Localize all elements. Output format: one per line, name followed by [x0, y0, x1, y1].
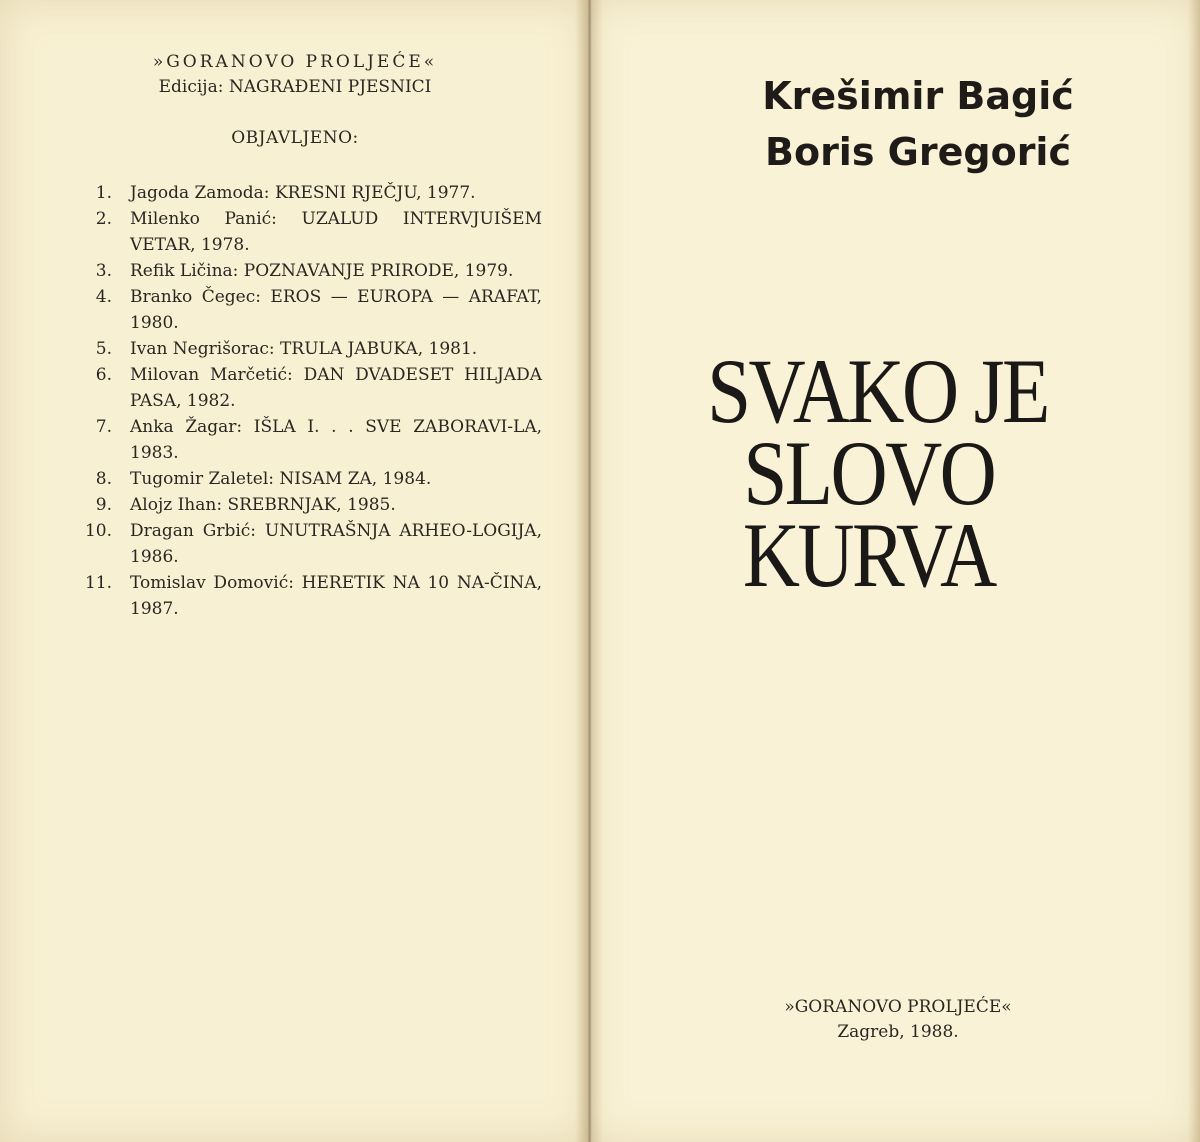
series-name: »GORANOVO PROLJEĆE«: [152, 52, 438, 72]
book-entry: Refik Ličina: POZNAVANJE PRIRODE, 1979.: [130, 261, 514, 281]
book-entry: Anka Žagar: IŠLA I. . . SVE ZABORAVI-LA, 1983.: [130, 417, 542, 463]
left-page: [0, 0, 588, 1142]
book-title: [628, 340, 1110, 606]
book-entry: Tugomir Zaletel: NISAM ZA, 1984.: [130, 469, 432, 489]
book-list-item: [62, 362, 542, 414]
book-list-item: [62, 518, 542, 570]
series-edition: Edicija: NAGRAĐENI PJESNICI: [158, 77, 432, 97]
title-line: SLOVO KURVA: [742, 422, 995, 606]
book-number: 11.: [84, 573, 112, 593]
publisher-imprint: [648, 995, 1148, 1045]
title-line: SVAKO JE: [707, 340, 1048, 442]
book-number: 4.: [95, 287, 112, 307]
book-number: 6.: [95, 365, 112, 385]
authors: [708, 68, 1128, 180]
book-number: 8.: [95, 469, 112, 489]
book-number: 9.: [95, 495, 112, 515]
book-number: 7.: [95, 417, 112, 437]
published-books-list: [62, 180, 542, 622]
series-header: [60, 50, 530, 100]
book-list-item: [62, 284, 542, 336]
book-entry: Milenko Panić: UZALUD INTERVJUIŠEM VETAR, 1978.: [130, 209, 542, 255]
book-list-item: [62, 206, 542, 258]
book-entry: Dragan Grbić: UNUTRAŠNJA ARHEO-LOGIJA, 1986.: [130, 521, 542, 567]
book-number: 1.: [95, 183, 112, 203]
book-list-item: [62, 466, 542, 492]
book-gutter: [575, 0, 603, 1142]
right-page: [588, 0, 1200, 1142]
book-entry: Alojz Ihan: SREBRNJAK, 1985.: [130, 495, 396, 515]
author-name: Krešimir Bagić: [762, 74, 1074, 118]
publication-place-year: Zagreb, 1988.: [837, 1022, 959, 1042]
book-entry: Ivan Negrišorac: TRULA JABUKA, 1981.: [130, 339, 478, 359]
book-list-item: [62, 336, 542, 362]
book-number: 5.: [95, 339, 112, 359]
book-entry: Milovan Marčetić: DAN DVADESET HILJADA PASA, 1982.: [130, 365, 542, 411]
book-entry: Branko Čegec: EROS — EUROPA — ARAFAT, 1980.: [130, 287, 542, 333]
book-entry: Jagoda Zamoda: KRESNI RJEČJU, 1977.: [130, 183, 476, 203]
book-number: 10.: [84, 521, 112, 541]
book-list-item: [62, 492, 542, 518]
book-list-item: [62, 258, 542, 284]
book-list-item: [62, 414, 542, 466]
publisher-name: »GORANOVO PROLJEĆE«: [784, 997, 1012, 1017]
published-heading: OBJAVLJENO:: [231, 128, 359, 148]
page-edge: [1188, 0, 1200, 1142]
author-name: Boris Gregorić: [765, 130, 1071, 174]
book-number: 3.: [95, 261, 112, 281]
book-list-item: [62, 570, 542, 622]
book-entry: Tomislav Domović: HERETIK NA 10 NA-ČINA, 1987.: [130, 573, 542, 619]
book-number: 2.: [95, 209, 112, 229]
book-list-item: [62, 180, 542, 206]
